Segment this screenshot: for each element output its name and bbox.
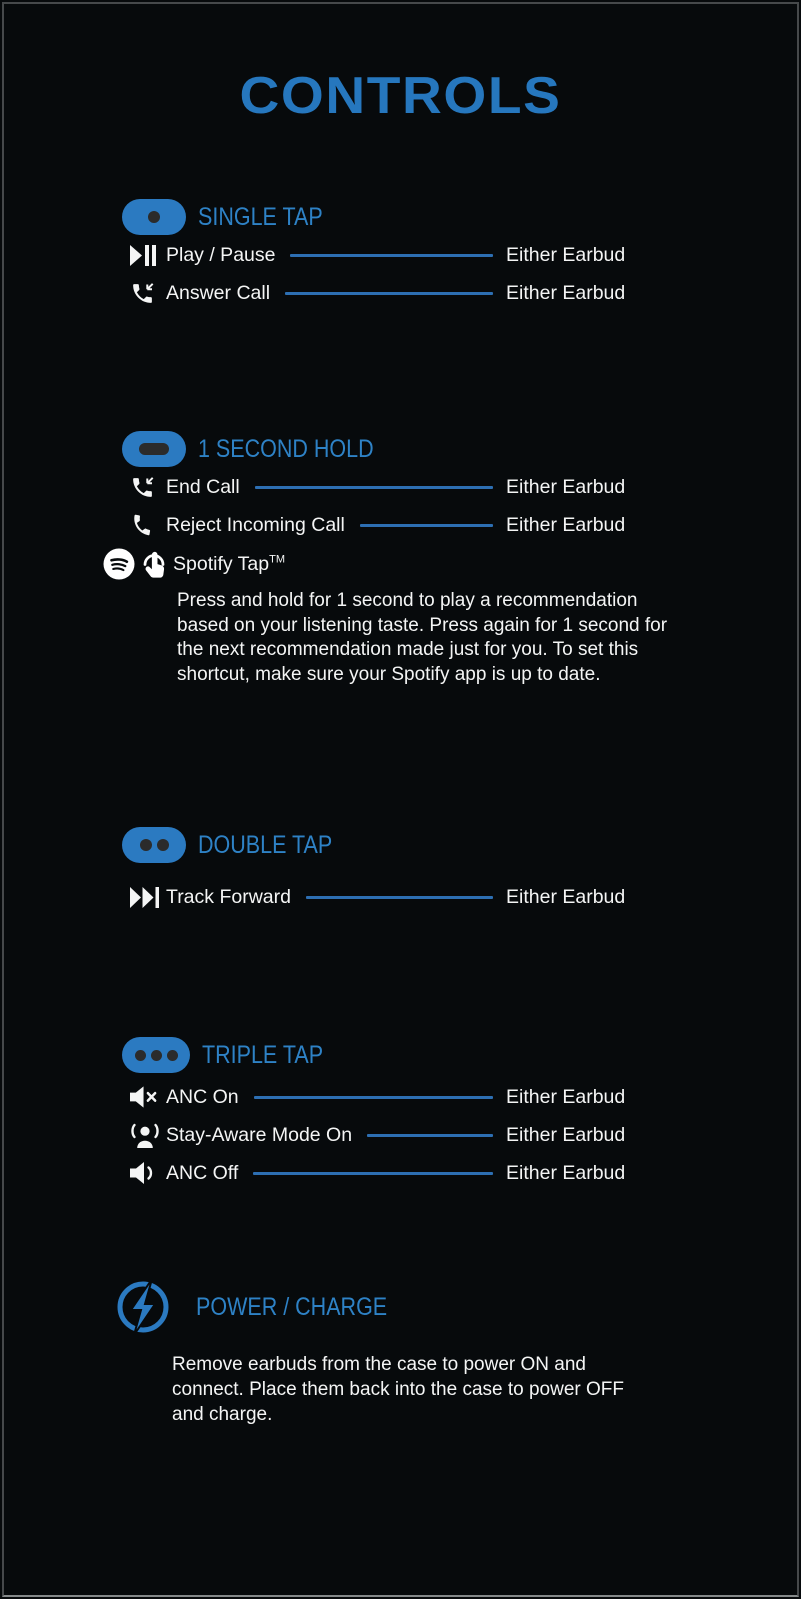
control-row [130,236,650,274]
leader-line [360,524,493,527]
control-target: Either Earbud [506,281,626,304]
answer-call-icon [130,281,166,306]
spotify-tap-description: Press and hold for 1 second to play a recommendation based on your listening taste. Press again for 1 second for the next recommendation made just for you. To set this shortcut, make sure your Spotify app is up to date. [177,590,668,685]
control-target: Either Earbud [506,1161,626,1184]
section-title: POWER / CHARGE [196,1292,388,1321]
control-row [130,1116,650,1154]
play-pause-icon [130,245,166,266]
spotify-logo-icon [103,548,135,580]
control-label: Track Forward [166,885,291,908]
section-title: DOUBLE TAP [198,830,333,859]
power-charge-description: Remove earbuds from the case to power ON and connect. Place them back into the case to power OFF and charge. [172,1354,625,1425]
page-title: CONTROLS [239,67,562,125]
anc-on-icon [130,1086,166,1108]
single-tap-header [122,198,770,236]
control-target: Either Earbud [506,1123,626,1146]
control-target: Either Earbud [506,475,626,498]
spotify-tap-icon [103,546,173,582]
power-header [122,1277,770,1337]
control-row [130,1078,650,1116]
control-target: Either Earbud [506,513,626,536]
control-label: End Call [166,475,240,498]
leader-line [255,486,493,489]
leader-line [306,896,493,899]
section-double-tap [122,826,770,916]
section-power-charge [122,1277,770,1427]
control-label: Stay-Aware Mode On [166,1123,353,1146]
power-bolt-icon [114,1277,172,1337]
control-row [130,1154,650,1192]
control-target: Either Earbud [506,1085,626,1108]
hold-header [122,430,770,468]
tap-finger-icon [138,546,170,582]
control-label: ANC On [166,1085,239,1108]
leader-line [290,254,493,257]
control-row [130,274,650,312]
trademark-symbol: TM [269,553,286,565]
control-label: Answer Call [166,281,271,304]
track-forward-icon [130,887,166,908]
anc-off-icon [130,1162,166,1184]
control-label: Play / Pause [166,243,276,266]
control-row [130,468,650,506]
control-row [130,506,650,544]
double-tap-pill-icon [122,827,186,863]
section-single-tap [122,198,770,312]
section-title: SINGLE TAP [198,202,323,231]
double-tap-header [122,826,770,864]
control-label: ANC Off [166,1161,239,1184]
section-triple-tap [122,1036,770,1192]
leader-line [253,1172,493,1175]
control-row [130,544,650,584]
control-label: Spotify Tap™ [173,552,286,575]
control-target: Either Earbud [506,243,626,266]
single-tap-pill-icon [122,199,186,235]
section-one-second-hold [122,430,770,687]
leader-line [367,1134,493,1137]
triple-tap-header [122,1036,770,1074]
triple-tap-pill-icon [122,1037,190,1073]
stay-aware-icon [130,1123,166,1148]
section-title: 1 SECOND HOLD [198,434,374,463]
end-call-icon [130,475,166,500]
control-target: Either Earbud [506,885,626,908]
leader-line [285,292,493,295]
hold-pill-icon [122,431,186,467]
leader-line [254,1096,493,1099]
control-row [130,878,650,916]
section-title: TRIPLE TAP [202,1040,324,1069]
control-label: Reject Incoming Call [166,513,345,536]
reject-call-icon [130,513,166,537]
